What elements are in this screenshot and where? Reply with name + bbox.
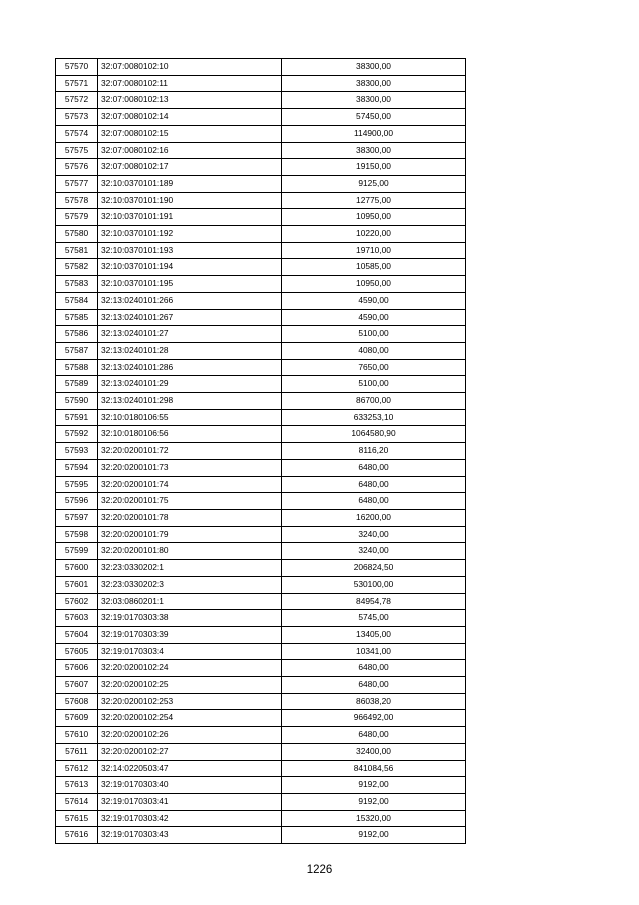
cadastral-value: 9192,00 [282,793,466,810]
cadastral-value: 5745,00 [282,610,466,627]
cadastral-number: 32:20:0200101:74 [98,476,282,493]
table-row [56,493,466,510]
cadastral-number: 32:19:0170303:39 [98,626,282,643]
page-number: 1226 [306,864,333,876]
table-row [56,276,466,293]
row-number: 57576 [56,159,98,176]
cadastral-value: 6480,00 [282,677,466,694]
cadastral-number: 32:20:0200101:75 [98,493,282,510]
cadastral-number: 32:03:0860201:1 [98,593,282,610]
row-number: 57601 [56,576,98,593]
table-row [56,777,466,794]
table-row [56,760,466,777]
row-number: 57592 [56,426,98,443]
cadastral-value: 3240,00 [282,543,466,560]
row-number: 57615 [56,810,98,827]
row-number: 57616 [56,827,98,844]
row-number: 57604 [56,626,98,643]
cadastral-number: 32:20:0200102:26 [98,727,282,744]
cadastral-number: 32:19:0170303:40 [98,777,282,794]
cadastral-value: 6480,00 [282,727,466,744]
row-number: 57605 [56,643,98,660]
cadastral-value: 5100,00 [282,326,466,343]
cadastral-value: 6480,00 [282,459,466,476]
table-row [56,259,466,276]
cadastral-number: 32:07:0080102:17 [98,159,282,176]
cadastral-number: 32:07:0080102:13 [98,92,282,109]
cadastral-value: 38300,00 [282,59,466,76]
cadastral-number: 32:10:0370101:190 [98,192,282,209]
table-row [56,342,466,359]
cadastral-value: 16200,00 [282,509,466,526]
cadastral-value: 10220,00 [282,226,466,243]
table-row [56,827,466,844]
cadastral-number: 32:23:0330202:1 [98,560,282,577]
cadastral-number: 32:19:0170303:43 [98,827,282,844]
cadastral-number: 32:10:0370101:193 [98,242,282,259]
cadastral-number: 32:20:0200101:73 [98,459,282,476]
cadastral-number: 32:10:0180106:55 [98,409,282,426]
table-row [56,142,466,159]
cadastral-value: 15320,00 [282,810,466,827]
table-row [56,677,466,694]
table-row [56,710,466,727]
row-number: 57597 [56,509,98,526]
table-body [56,59,466,844]
cadastral-value: 7650,00 [282,359,466,376]
table-row [56,476,466,493]
table-row [56,727,466,744]
cadastral-value: 9192,00 [282,827,466,844]
table-row [56,359,466,376]
cadastral-value: 32400,00 [282,743,466,760]
cadastral-value: 13405,00 [282,626,466,643]
row-number: 57591 [56,409,98,426]
row-number: 57584 [56,292,98,309]
cadastral-value: 3240,00 [282,526,466,543]
row-number: 57582 [56,259,98,276]
cadastral-value: 9192,00 [282,777,466,794]
table-row [56,626,466,643]
cadastral-number: 32:10:0370101:195 [98,276,282,293]
cadastral-value-table [55,58,466,844]
row-number: 57593 [56,443,98,460]
cadastral-number: 32:13:0240101:266 [98,292,282,309]
table-row [56,242,466,259]
table-row [56,226,466,243]
table-row [56,693,466,710]
row-number: 57575 [56,142,98,159]
cadastral-number: 32:20:0200101:72 [98,443,282,460]
cadastral-number: 32:13:0240101:298 [98,393,282,410]
table-row [56,75,466,92]
cadastral-number: 32:14:0220503:47 [98,760,282,777]
cadastral-number: 32:13:0240101:267 [98,309,282,326]
row-number: 57602 [56,593,98,610]
cadastral-number: 32:07:0080102:15 [98,125,282,142]
cadastral-value: 19710,00 [282,242,466,259]
table-row [56,393,466,410]
cadastral-value: 6480,00 [282,493,466,510]
cadastral-value: 6480,00 [282,476,466,493]
cadastral-number: 32:13:0240101:27 [98,326,282,343]
cadastral-number: 32:20:0200102:254 [98,710,282,727]
row-number: 57570 [56,59,98,76]
cadastral-number: 32:13:0240101:28 [98,342,282,359]
cadastral-number: 32:10:0370101:192 [98,226,282,243]
row-number: 57611 [56,743,98,760]
table-row [56,209,466,226]
row-number: 57608 [56,693,98,710]
cadastral-number: 32:07:0080102:11 [98,75,282,92]
row-number: 57603 [56,610,98,627]
table-row [56,560,466,577]
table-row [56,426,466,443]
cadastral-value: 84954,78 [282,593,466,610]
table-row [56,192,466,209]
table-row [56,610,466,627]
table-row [56,526,466,543]
cadastral-value: 633253,10 [282,409,466,426]
cadastral-number: 32:10:0370101:194 [98,259,282,276]
row-number: 57573 [56,109,98,126]
cadastral-number: 32:07:0080102:16 [98,142,282,159]
cadastral-value: 10950,00 [282,276,466,293]
table-row [56,509,466,526]
cadastral-value: 12775,00 [282,192,466,209]
cadastral-value: 57450,00 [282,109,466,126]
cadastral-number: 32:20:0200101:79 [98,526,282,543]
cadastral-value: 4590,00 [282,309,466,326]
cadastral-value: 530100,00 [282,576,466,593]
cadastral-value: 10341,00 [282,643,466,660]
cadastral-number: 32:19:0170303:41 [98,793,282,810]
table-row [56,326,466,343]
table-row [56,643,466,660]
table-row [56,543,466,560]
cadastral-value: 38300,00 [282,142,466,159]
cadastral-number: 32:20:0200101:80 [98,543,282,560]
row-number: 57586 [56,326,98,343]
table-row [56,459,466,476]
table-row [56,175,466,192]
row-number: 57614 [56,793,98,810]
cadastral-value: 206824,50 [282,560,466,577]
row-number: 57571 [56,75,98,92]
cadastral-value: 114900,00 [282,125,466,142]
table-row [56,376,466,393]
cadastral-number: 32:20:0200102:253 [98,693,282,710]
cadastral-value: 10950,00 [282,209,466,226]
row-number: 57607 [56,677,98,694]
cadastral-number: 32:07:0080102:14 [98,109,282,126]
cadastral-number: 32:10:0180106:56 [98,426,282,443]
table-row [56,159,466,176]
cadastral-value: 86038,20 [282,693,466,710]
row-number: 57613 [56,777,98,794]
row-number: 57579 [56,209,98,226]
row-number: 57599 [56,543,98,560]
row-number: 57577 [56,175,98,192]
cadastral-number: 32:07:0080102:10 [98,59,282,76]
cadastral-value: 9125,00 [282,175,466,192]
table-row [56,59,466,76]
table-row [56,443,466,460]
row-number: 57606 [56,660,98,677]
cadastral-number: 32:13:0240101:286 [98,359,282,376]
cadastral-number: 32:19:0170303:4 [98,643,282,660]
cadastral-value: 4590,00 [282,292,466,309]
table-row [56,125,466,142]
table-row [56,409,466,426]
row-number: 57609 [56,710,98,727]
row-number: 57600 [56,560,98,577]
row-number: 57610 [56,727,98,744]
row-number: 57596 [56,493,98,510]
cadastral-value: 86700,00 [282,393,466,410]
cadastral-value: 5100,00 [282,376,466,393]
table-row [56,92,466,109]
cadastral-number: 32:23:0330202:3 [98,576,282,593]
cadastral-number: 32:19:0170303:38 [98,610,282,627]
table-row [56,292,466,309]
cadastral-number: 32:10:0370101:191 [98,209,282,226]
row-number: 57612 [56,760,98,777]
table-row [56,810,466,827]
row-number: 57581 [56,242,98,259]
row-number: 57588 [56,359,98,376]
table-row [56,793,466,810]
row-number: 57598 [56,526,98,543]
cadastral-number: 32:19:0170303:42 [98,810,282,827]
row-number: 57590 [56,393,98,410]
cadastral-value: 10585,00 [282,259,466,276]
table-row [56,593,466,610]
cadastral-number: 32:13:0240101:29 [98,376,282,393]
table-row [56,743,466,760]
row-number: 57572 [56,92,98,109]
row-number: 57589 [56,376,98,393]
row-number: 57594 [56,459,98,476]
cadastral-value: 841084,56 [282,760,466,777]
cadastral-value: 19150,00 [282,159,466,176]
cadastral-value: 966492,00 [282,710,466,727]
table-row [56,309,466,326]
cadastral-value: 1064580,90 [282,426,466,443]
cadastral-number: 32:20:0200102:27 [98,743,282,760]
row-number: 57583 [56,276,98,293]
cadastral-value: 4080,00 [282,342,466,359]
cadastral-value: 38300,00 [282,75,466,92]
cadastral-number: 32:20:0200102:25 [98,677,282,694]
row-number: 57580 [56,226,98,243]
cadastral-value: 38300,00 [282,92,466,109]
cadastral-value: 8116,20 [282,443,466,460]
row-number: 57578 [56,192,98,209]
cadastral-value: 6480,00 [282,660,466,677]
row-number: 57595 [56,476,98,493]
cadastral-number: 32:20:0200101:78 [98,509,282,526]
cadastral-number: 32:10:0370101:189 [98,175,282,192]
cadastral-number: 32:20:0200102:24 [98,660,282,677]
row-number: 57587 [56,342,98,359]
table-row [56,660,466,677]
table-row [56,576,466,593]
table-row [56,109,466,126]
row-number: 57585 [56,309,98,326]
row-number: 57574 [56,125,98,142]
